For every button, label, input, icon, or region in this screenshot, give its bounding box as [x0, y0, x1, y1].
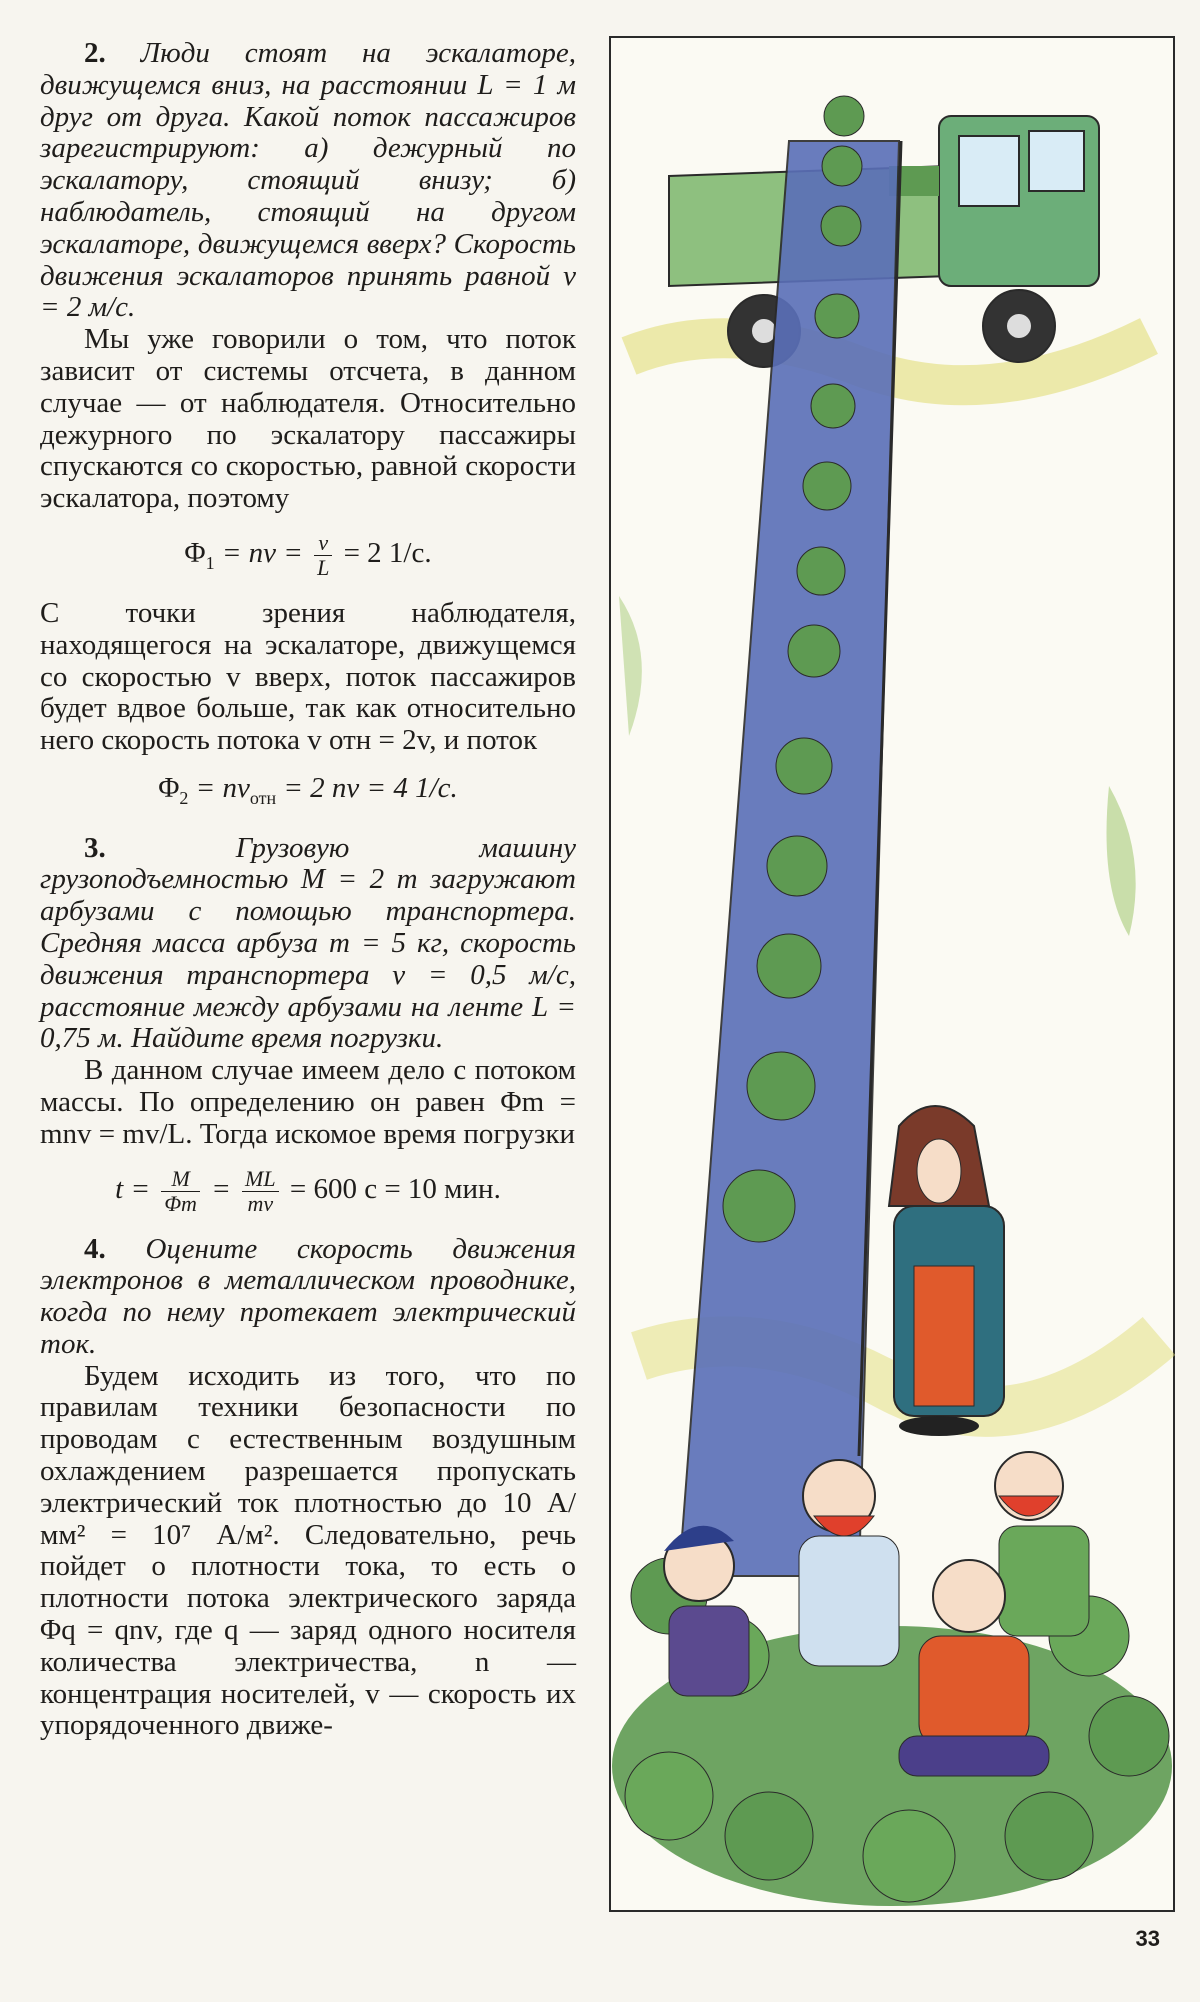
- problem-3-solution: В данном случае имеем дело с потоком массы. По определению он равен Φm = mnv = mv/L. Тогда искомое время погрузки: [40, 1054, 576, 1150]
- truck-window: [959, 136, 1019, 206]
- pile-melon: [863, 1810, 955, 1902]
- fraction-v-over-L: $\frac{v}{L}$: [314, 531, 332, 580]
- problem-2-solution-1: Мы уже говорили о том, что поток зависит от системы отсчета, в данном случае — от наблюдателя. Относительно дежурного по эскалатору пассажиры спускаются со скоростью, равной скорости эскалатора, поэтому: [40, 323, 576, 515]
- fraction-M-over-phi: $\frac{M}{\Phi m}$: [161, 1167, 200, 1216]
- man-body: [799, 1536, 899, 1666]
- problem-4-solution: Будем исходить из того, что по правилам техники безопасности по проводам с естественным воздушным охлаждением разрешается пропускать электрический ток плотностью до 10 А/мм² = 10⁷ А/м². Следовательно, речь пойдет о плотности тока, то есть о плотности потока электрического заряда Φq = qnv, где q — заряд одного носителя количества электричества, n — концентрация носителей, v — скорость их упорядоченного движе-: [40, 1359, 576, 1742]
- watermelon: [776, 738, 832, 794]
- watermelon: [757, 934, 821, 998]
- fraction-ML-over-mv: $\frac{ML}{mv}$: [242, 1167, 279, 1216]
- watermelon: [822, 146, 862, 186]
- man-head: [933, 1560, 1005, 1632]
- watermelon-loading-illustration: [609, 36, 1175, 1912]
- watermelon: [824, 96, 864, 136]
- woman-shoes: [899, 1416, 979, 1436]
- watermelon: [803, 462, 851, 510]
- problem-4-number: 4.: [84, 1232, 106, 1265]
- formula-time: t = $\frac{M}{\Phi m}$ = $\frac{ML}{mv}$ = 600 с = 10 мин.: [115, 1165, 501, 1216]
- problem-2-solution-2: С точки зрения наблюдателя, находящегося на эскалаторе, движущемся со скоростью v вверх, поток пассажиров будет вдвое больше, так как относительно него скорость потока v отн = 2v, и поток: [40, 596, 576, 757]
- formula-phi-2: $\Phi_2 = nv_{отн} = 2$ nv = 4 1/с.: [158, 771, 458, 808]
- watermelon: [767, 836, 827, 896]
- problem-4-statement: 4. Оцените скорость движения электронов в металлическом проводнике, когда по нему протекает электрический ток.: [40, 1232, 577, 1360]
- truck-window-2: [1029, 131, 1084, 191]
- text-column: [40, 38, 576, 1742]
- watermelon: [797, 547, 845, 595]
- truck-hub-2: [1007, 314, 1031, 338]
- woman-face: [917, 1139, 961, 1203]
- woman-apron: [914, 1266, 974, 1406]
- formula-phi-1: $\Phi_1$ = nv = $\frac{v}{L}$ = 2 1/с.: [184, 529, 432, 580]
- truck-hub: [752, 319, 776, 343]
- man-body: [999, 1526, 1089, 1636]
- man-legs: [899, 1736, 1049, 1776]
- problem-2-statement: 2. Люди стоят на эскалаторе, движущемся вниз, на расстоянии L = 1 м друг от друга. Какой поток пассажиров зарегистрируют: а) дежурный по эскалатору, стоящий внизу; б) наблюдатель, стоящий на другом эскалаторе, движущемся вверх? Скорость движения эскалаторов принять равной v = 2 м/с.: [40, 37, 576, 324]
- pile-melon: [1089, 1696, 1169, 1776]
- man-body: [919, 1636, 1029, 1746]
- watermelon: [747, 1052, 815, 1120]
- pile-melon: [725, 1792, 813, 1880]
- man-body: [669, 1606, 749, 1696]
- problem-3-number: 3.: [84, 831, 106, 864]
- watermelon: [723, 1170, 795, 1242]
- watermelon: [821, 206, 861, 246]
- watermelon: [811, 384, 855, 428]
- pile-melon: [625, 1752, 713, 1840]
- problem-2-number: 2.: [84, 37, 106, 69]
- problem-3-statement: 3. Грузовую машину грузоподъемностью M = 2 т загружают арбузами с помощью транспортера. Средняя масса арбуза m = 5 кг, скорость движения транспортера v = 0,5 м/с, расстояние между арбузами на ленте L = 0,75 м. Найдите время погрузки.: [40, 831, 577, 1055]
- watermelon: [788, 625, 840, 677]
- page-number: 33: [1135, 1926, 1160, 1951]
- watermelon: [815, 294, 859, 338]
- pile-melon: [1005, 1792, 1093, 1880]
